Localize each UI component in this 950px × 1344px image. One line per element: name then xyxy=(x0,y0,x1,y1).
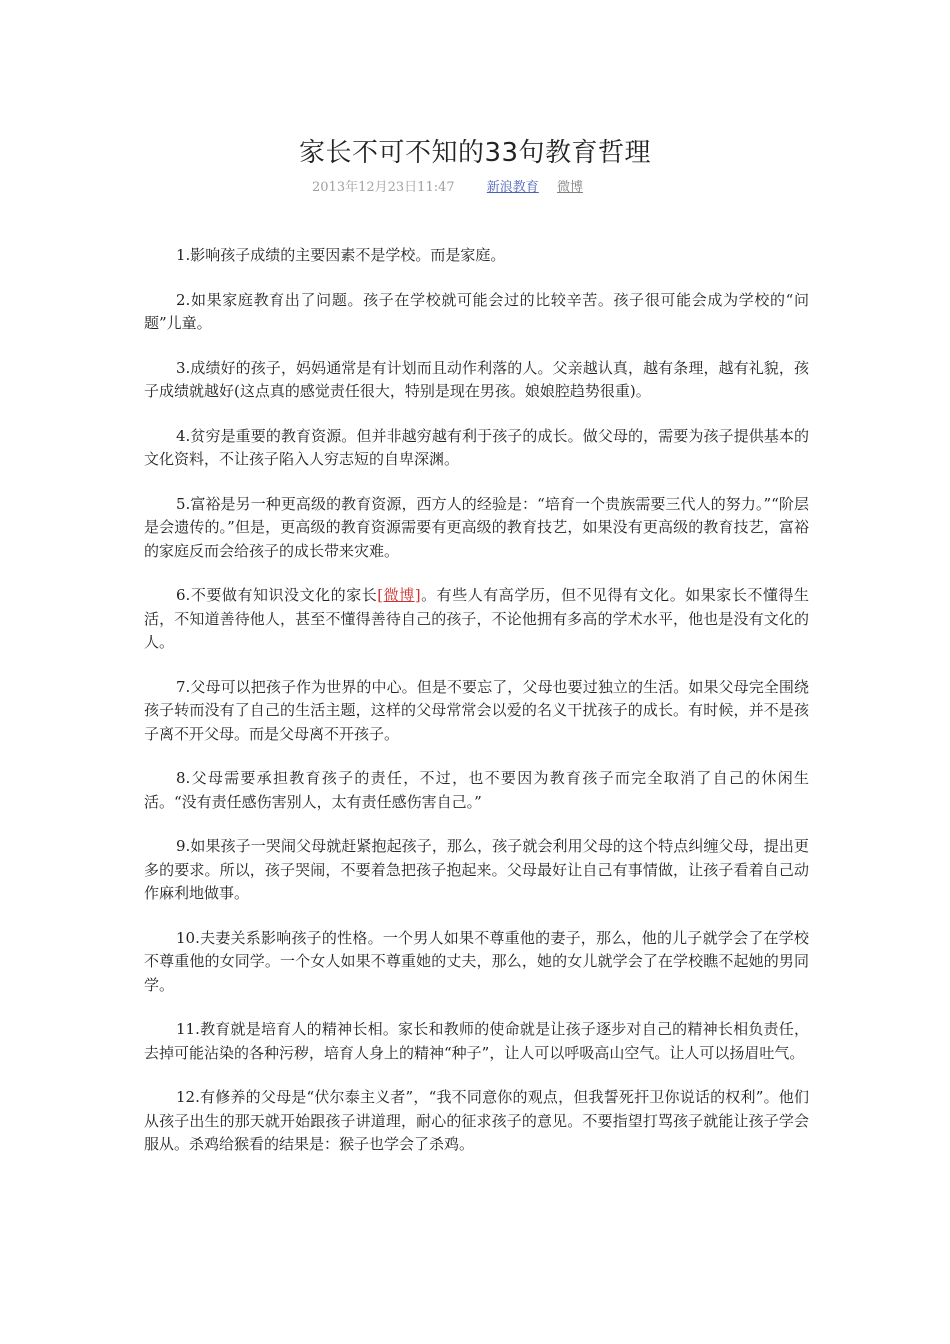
publish-date: 2013年12月23日11:47 xyxy=(312,180,455,195)
paragraph-2: 2.如果家庭教育出了问题。孩子在学校就可能会过的比较辛苦。孩子很可能会成为学校的“问题”儿童。 xyxy=(144,290,809,332)
paragraph-9: 9.如果孩子一哭闹父母就赶紧抱起孩子，那么，孩子就会利用父母的这个特点纠缠父母，提出更多的要求。所以，孩子哭闹，不要着急把孩子抱起来。父母最好让自己有事情做，让孩子看着自己动作麻利地做事。 xyxy=(144,837,809,902)
paragraph-6-end: 。有些人有高学历，但不见得有文化。如果家长不懂得生活，不知道善待他人，甚至不懂得善待自己的孩子，不论他拥有多高的学术水平，他也是没有文化的人。 xyxy=(144,586,809,651)
source-link[interactable]: 新浪教育 xyxy=(486,180,539,195)
weibo-link[interactable]: 微博 xyxy=(556,180,583,195)
paragraph-5: 5.富裕是另一种更高级的教育资源，西方人的经验是：“培育一个贵族需要三代人的努力。”“阶层是会遗传的。”但是，更高级的教育资源需要有更高级的教育技艺，如果没有更高级的教育技艺，富裕的家庭反而会给孩子的成长带来灾难。 xyxy=(144,494,809,560)
paragraph-8: 8.父母需要承担教育孩子的责任，不过，也不要因为教育孩子而完全取消了自己的休闲生活。“没有责任感伤害别人，太有责任感伤害自己。” xyxy=(144,769,809,811)
paragraph-1: 1.影响孩子成绩的主要因素不是学校。而是家庭。 xyxy=(176,246,506,264)
paragraph-10: 10.夫妻关系影响孩子的性格。一个男人如果不尊重他的妻子，那么，他的儿子就学会了在学校不尊重他的女同学。一个女人如果不尊重她的丈夫，那么，她的女儿就学会了在学校瞧不起她的男同学。 xyxy=(144,928,809,994)
inline-weibo-link[interactable]: [微博] xyxy=(377,586,421,604)
paragraph-4: 4.贫穷是重要的教育资源。但并非越穷越有利于孩子的成长。做父母的，需要为孩子提供基本的文化资料，不让孩子陷入人穷志短的自卑深渊。 xyxy=(144,426,809,468)
paragraph-6 xyxy=(144,584,809,655)
paragraph-3: 3.成绩好的孩子，妈妈通常是有计划而且动作利落的人。父亲越认真，越有条理，越有礼貌，孩子成绩就越好(这点真的感觉责任很大，特别是现在男孩。娘娘腔趋势很重)。 xyxy=(144,358,809,400)
paragraph-12: 12.有修养的父母是“伏尔泰主义者”，“我不同意你的观点，但我誓死扞卫你说话的权利”。他们从孩子出生的那天就开始跟孩子讲道理，耐心的征求孩子的意见。不要指望打骂孩子就能让孩子学会服从。杀鸡给猴看的结果是：猴子也学会了杀鸡。 xyxy=(144,1088,809,1153)
article-meta xyxy=(312,176,597,195)
article-title: 家长不可不知的33句教育哲理 xyxy=(298,138,652,168)
paragraph-7: 7.父母可以把孩子作为世界的中心。但是不要忘了，父母也要过独立的生活。如果父母完全围绕孩子转而没有了自己的生活主题，这样的父母常常会以爱的名义干扰孩子的成长。有时候，并不是孩子离不开父母。而是父母离不开孩子。 xyxy=(144,677,809,743)
paragraph-11: 11.教育就是培育人的精神长相。家长和教师的使命就是让孩子逐步对自己的精神长相负责任，去掉可能沾染的各种污秽，培育人身上的精神“种子”，让人可以呼吸高山空气。让人可以扬眉吐气。 xyxy=(144,1020,809,1062)
paragraph-6-start: 6.不要做有知识没文化的家长 xyxy=(176,586,378,604)
article-body xyxy=(144,244,809,1178)
